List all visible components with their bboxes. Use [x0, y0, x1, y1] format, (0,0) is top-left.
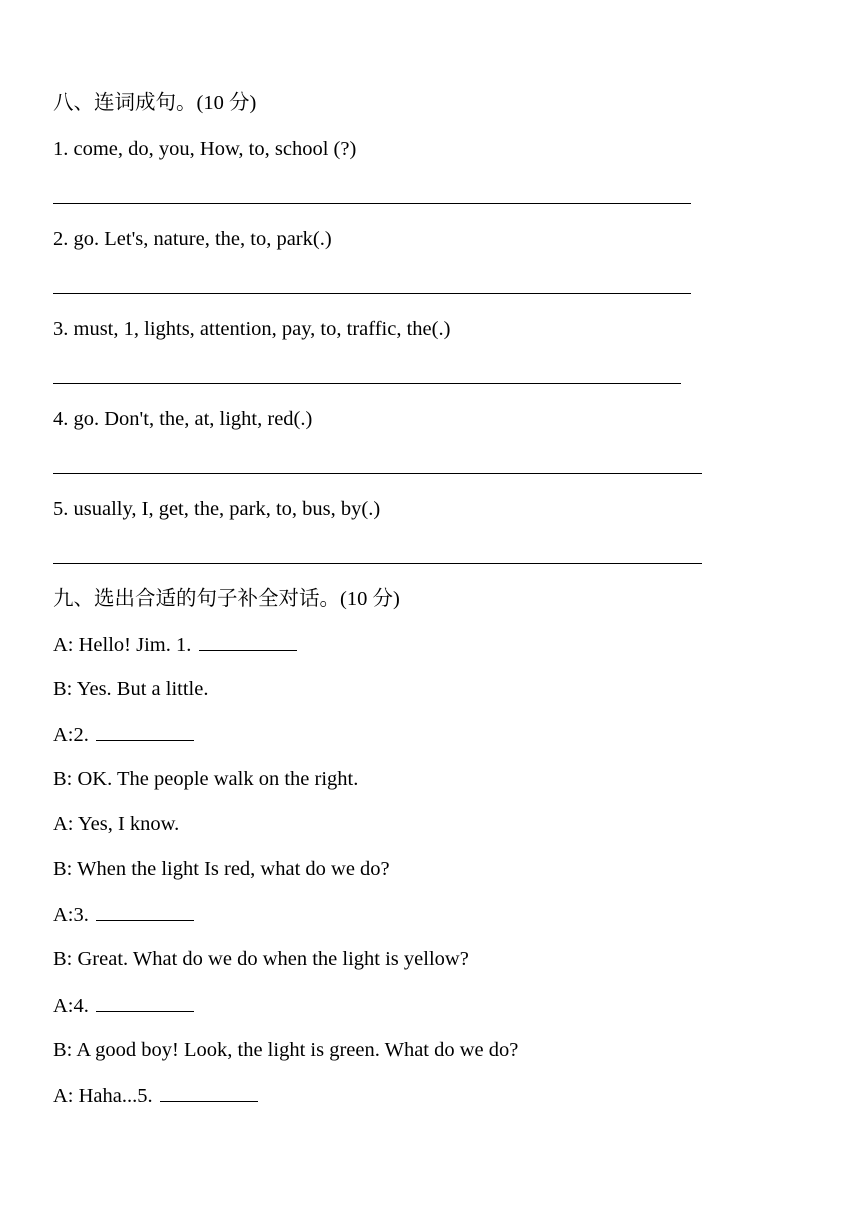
dialogue-line-11 — [53, 1083, 258, 1108]
dialogue-line-8: B: Great. What do we do when the light is yellow? — [53, 948, 469, 970]
question-8-2: 2. go. Let's, nature, the, to, park(.) — [53, 228, 332, 250]
dialogue-text-7: A:3. — [53, 904, 94, 926]
blank-1[interactable] — [199, 632, 297, 651]
question-8-3: 3. must, 1, lights, attention, pay, to, traffic, the(.) — [53, 318, 451, 340]
dialogue-line-10: B: A good boy! Look, the light is green. What do we do? — [53, 1039, 519, 1061]
dialogue-text-11: A: Haha...5. — [53, 1085, 158, 1107]
dialogue-text-1: A: Hello! Jim. 1. — [53, 634, 197, 656]
answer-line-8-2[interactable] — [53, 293, 691, 294]
blank-2[interactable] — [96, 722, 194, 741]
dialogue-line-5: A: Yes, I know. — [53, 813, 180, 835]
dialogue-line-2: B: Yes. But a little. — [53, 678, 209, 700]
answer-line-8-3[interactable] — [53, 383, 681, 384]
dialogue-text-3: A:2. — [53, 724, 94, 746]
answer-line-8-5[interactable] — [53, 563, 702, 564]
question-8-1: 1. come, do, you, How, to, school (?) — [53, 138, 357, 160]
dialogue-line-3 — [53, 722, 194, 747]
question-8-5: 5. usually, I, get, the, park, to, bus, by(.) — [53, 498, 381, 520]
answer-line-8-1[interactable] — [53, 203, 691, 204]
dialogue-line-1 — [53, 632, 297, 657]
blank-3[interactable] — [96, 902, 194, 921]
answer-line-8-4[interactable] — [53, 473, 702, 474]
section-9-heading: 九、选出合适的句子补全对话。(10 分) — [53, 588, 400, 610]
section-8-heading: 八、连词成句。(10 分) — [53, 92, 257, 114]
blank-5[interactable] — [160, 1083, 258, 1102]
dialogue-line-6: B: When the light Is red, what do we do? — [53, 858, 390, 880]
dialogue-line-7 — [53, 902, 194, 927]
dialogue-line-9 — [53, 993, 194, 1018]
question-8-4: 4. go. Don't, the, at, light, red(.) — [53, 408, 313, 430]
blank-4[interactable] — [96, 993, 194, 1012]
dialogue-text-9: A:4. — [53, 995, 94, 1017]
dialogue-line-4: B: OK. The people walk on the right. — [53, 768, 359, 790]
